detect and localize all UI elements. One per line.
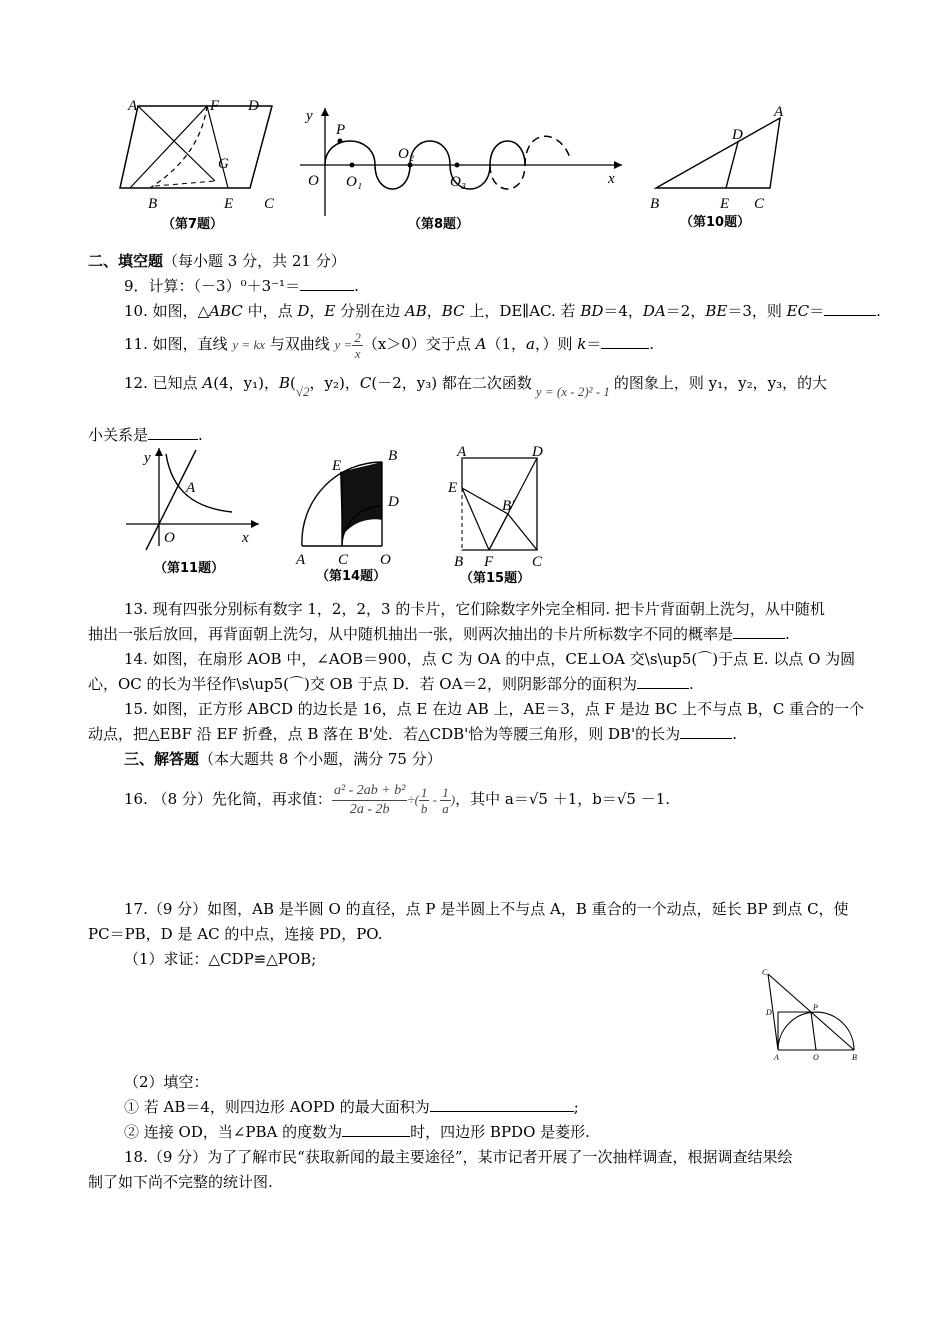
- question-11: [88, 328, 862, 361]
- label-F: F: [210, 98, 220, 114]
- q17-sub2: 时，四边形 BPDO 是菱形.: [410, 1123, 590, 1141]
- label-D: D: [532, 444, 543, 460]
- label-O: O: [813, 1053, 819, 1062]
- label-x: x: [242, 530, 249, 546]
- q12-text: 小关系是: [88, 426, 149, 444]
- q10-text: 10. 如图，△: [124, 302, 210, 320]
- q18-text: 制了如下尚不完整的统计图.: [88, 1173, 273, 1191]
- q12-var: A: [202, 374, 214, 392]
- q10-var: AB: [404, 302, 427, 320]
- figure-14-diagram: [290, 446, 415, 586]
- q12-text: (－2，y₃) 都在二次函数: [371, 374, 532, 392]
- question-17: [88, 898, 862, 920]
- q16-frac2: [440, 785, 451, 816]
- figure-8: [300, 108, 630, 238]
- label-B: B: [388, 448, 398, 464]
- question-18: [88, 1146, 862, 1168]
- question-12-cont: [88, 424, 862, 446]
- q12-text: (4，y₁)，: [213, 374, 279, 392]
- question-13: [88, 598, 862, 620]
- label-O1: O₁: [346, 174, 363, 190]
- q16-text: ，其中 a＝√5 ＋1，b＝√5 －1.: [455, 790, 671, 808]
- caption-fig10: （第10题）: [680, 215, 751, 230]
- q10-text: ＝3，则: [727, 302, 787, 320]
- q17-sub2: ② 连接 OD，当∠PBA 的度数为: [124, 1123, 343, 1141]
- label-C: C: [532, 554, 543, 570]
- q17-text: 17.（9 分）如图，AB 是半圆 O 的直径，点 P 是半圆上不与点 A，B 重合的一个动点，延长 BP 到点 C，使: [124, 900, 849, 918]
- answer-blank[interactable]: [342, 1122, 410, 1137]
- question-15-cont: [88, 723, 862, 745]
- q9-text: 9．计算：（－3）⁰＋3⁻¹＝: [124, 277, 301, 295]
- q11-frac-num: 2: [354, 329, 361, 345]
- q17-part1: （1）求证：△CDP≌△POB;: [124, 950, 317, 968]
- q9-end: .: [354, 277, 359, 295]
- q17-part2: （2）填空：: [124, 1073, 209, 1091]
- q16-div: ÷(: [407, 792, 419, 807]
- question-17-cont: [88, 923, 862, 945]
- label-A: A: [128, 98, 138, 114]
- question-17-part1: [88, 948, 862, 970]
- label-O3: O₃: [450, 174, 467, 190]
- question-9: [88, 275, 862, 297]
- q10-var: ABC: [209, 302, 243, 320]
- q14-text: 14. 如图，在扇形 AOB 中，∠AOB＝900，点 C 为 OA 的中点，CE⊥OA 交\s\up5(⌒)于点 E. 以点 O 为圆: [124, 650, 856, 668]
- label-B: B: [148, 196, 158, 212]
- q12-var: C: [359, 374, 372, 392]
- label-D: D: [766, 1008, 772, 1017]
- label-P: P: [813, 1003, 818, 1012]
- q10-text: ＝4，: [603, 302, 643, 320]
- q17-sub1-end: ;: [573, 1098, 579, 1116]
- figure-8-diagram: [300, 108, 630, 238]
- q10-var: D: [297, 302, 310, 320]
- section-3-title: 三、解答题: [124, 750, 200, 768]
- answer-blank[interactable]: [733, 624, 785, 639]
- q11-text: 与双曲线: [265, 335, 335, 353]
- label-y: y: [144, 450, 151, 466]
- q16-frac1: [419, 785, 430, 816]
- caption-fig7: （第7题）: [162, 217, 224, 232]
- q12-text: (: [290, 374, 296, 392]
- label-G: G: [218, 156, 229, 172]
- label-B: B: [852, 1053, 857, 1062]
- q12-end: .: [198, 426, 203, 444]
- q16-close: ): [450, 792, 456, 807]
- label-B: B: [454, 554, 464, 570]
- label-x: x: [608, 171, 615, 187]
- caption-fig14: （第14题）: [316, 569, 387, 584]
- q15-end: .: [732, 725, 737, 743]
- label-C: C: [754, 196, 765, 212]
- q11-frac-den: x: [354, 345, 361, 361]
- q11-text: （1，: [486, 335, 527, 353]
- q12-text: ，y₂)，: [309, 374, 360, 392]
- label-y: y: [306, 108, 313, 124]
- section-2-note: （每小题 3 分，共 21 分）: [163, 252, 346, 270]
- figure-17-diagram: [758, 966, 868, 1066]
- label-F: F: [484, 554, 494, 570]
- q10-text: 中，点: [242, 302, 298, 320]
- figure-11: [124, 446, 264, 581]
- section-2-heading: [88, 250, 862, 272]
- label-P: P: [336, 122, 346, 138]
- section-2-title: 二、填空题: [88, 252, 164, 270]
- answer-blank[interactable]: [430, 1097, 574, 1112]
- question-17-sub2: [88, 1121, 862, 1143]
- question-17-sub1: [88, 1096, 862, 1118]
- label-O: O: [308, 173, 319, 189]
- question-10: [88, 300, 881, 322]
- q14-text: 心，OC 的长为半径作\s\up5(⌒)交 OB 于点 D．若 OA＝2，则阴影部分的面积为: [88, 675, 637, 693]
- q10-var: EC: [786, 302, 810, 320]
- q16-f1-den: b: [420, 800, 428, 816]
- figure-11-diagram: [124, 446, 264, 581]
- section-3-note: （本大题共 8 个小题，满分 75 分）: [199, 750, 442, 768]
- section-3-heading: [88, 748, 862, 770]
- q10-end: .: [876, 302, 881, 320]
- q11-text: ，）则: [534, 335, 578, 353]
- q14-end: .: [688, 675, 694, 693]
- q11-text: 11. 如图，直线: [124, 335, 233, 353]
- label-A: A: [186, 480, 196, 496]
- question-14: [88, 648, 862, 670]
- q18-text: 18.（9 分）为了了解市民“获取新闻的最主要途径”，某市记者开展了一次抽样调查，根据调查结果绘: [124, 1148, 793, 1166]
- question-18-cont: [88, 1171, 862, 1193]
- q17-sub1: ① 若 AB＝4，则四边形 AOPD 的最大面积为: [124, 1098, 430, 1116]
- label-A: A: [774, 104, 784, 120]
- q12-function: y = (x - 2)² - 1: [535, 384, 610, 399]
- label-D: D: [248, 98, 259, 114]
- label-D: D: [388, 494, 399, 510]
- question-16: [88, 778, 862, 821]
- answer-blank[interactable]: [637, 674, 689, 689]
- q10-var: E: [324, 302, 336, 320]
- q11-text: ＝: [586, 335, 602, 353]
- q15-text: 15. 如图，正方形 ABCD 的边长是 16，点 E 在边 AB 上，AE＝3，点 F 是边 BC 上不与点 B，C 重合的一个: [124, 700, 865, 718]
- q16-minus: -: [429, 792, 441, 807]
- q11-var: A: [475, 335, 487, 353]
- q10-text: 上，DE∥AC. 若: [464, 302, 581, 320]
- question-17-part2: [88, 1071, 862, 1093]
- q11-end: .: [649, 335, 655, 353]
- q16-f2-den: a: [442, 800, 449, 816]
- question-15: [88, 698, 865, 720]
- q16-f1-num: 1: [420, 784, 428, 800]
- answer-blank[interactable]: [300, 276, 354, 291]
- label-C: C: [264, 196, 275, 212]
- q11-hyperbola-lhs: y =: [334, 337, 353, 352]
- figure-10-diagram: [648, 100, 798, 235]
- figure-7-diagram: [120, 96, 285, 236]
- q10-var: BE: [705, 302, 728, 320]
- label-E: E: [224, 196, 234, 212]
- q16-text: 16. （8 分）先化简，再求值：: [124, 790, 332, 808]
- figure-15: [442, 444, 557, 588]
- label-O2: O₂: [398, 146, 415, 162]
- q11-fraction: [352, 330, 363, 361]
- q11-line-eq: y = kx: [232, 337, 265, 352]
- q10-text: ，: [426, 302, 442, 320]
- q12-var: B: [279, 374, 291, 392]
- figure-10: [648, 100, 798, 235]
- q15-text: 动点，把△EBF 沿 EF 折叠，点 B 落在 B'处．若△CDB'恰为等腰三角形，则 DB'的长为: [88, 725, 681, 743]
- figure-17: [758, 966, 868, 1066]
- label-D: D: [732, 127, 743, 143]
- q16-frac-den: 2a - 2b: [349, 801, 390, 817]
- q10-var: BD: [580, 302, 604, 320]
- q16-fraction: [332, 782, 408, 819]
- label-E: E: [720, 196, 730, 212]
- label-B: B: [650, 196, 660, 212]
- label-E: E: [448, 480, 458, 496]
- q10-text: ，: [309, 302, 325, 320]
- label-C: C: [338, 552, 349, 568]
- figure-14: [290, 446, 415, 586]
- answer-blank[interactable]: [601, 334, 649, 349]
- caption-fig15: （第15题）: [460, 571, 531, 586]
- question-13-cont: [88, 623, 862, 645]
- caption-fig11: （第11题）: [154, 561, 225, 576]
- q13-end: .: [785, 625, 790, 643]
- q10-text: 分别在边: [335, 302, 405, 320]
- label-A: A: [774, 1053, 779, 1062]
- q13-text: 抽出一张后放回，再背面朝上洗匀，从中随机抽出一张，则两次抽出的卡片所标数字不同的概率是: [88, 625, 734, 643]
- q11-var: k: [577, 335, 587, 353]
- q16-f2-num: 1: [442, 784, 449, 800]
- label-C: C: [762, 968, 768, 977]
- q12-text: 12. 已知点: [124, 374, 203, 392]
- label-Bprime: B': [502, 498, 515, 514]
- q12-sqrt: √2: [295, 384, 310, 399]
- label-O: O: [380, 552, 391, 568]
- q10-var: BC: [441, 302, 465, 320]
- label-O: O: [164, 530, 175, 546]
- label-E: E: [332, 458, 342, 474]
- question-12: [88, 372, 862, 399]
- caption-fig8: （第8题）: [408, 217, 470, 232]
- answer-blank[interactable]: [824, 301, 876, 316]
- label-A: A: [296, 552, 306, 568]
- q16-frac-num: a² - 2ab + b²: [332, 782, 408, 801]
- answer-blank[interactable]: [148, 425, 198, 440]
- q11-text: （x＞0）交于点: [362, 335, 476, 353]
- label-A: A: [457, 444, 467, 460]
- q17-text: PC＝PB，D 是 AC 的中点，连接 PD，PO.: [88, 925, 383, 943]
- q11-var: a: [526, 335, 535, 353]
- q13-text: 13. 现有四张分别标有数字 1，2，2，3 的卡片，它们除数字外完全相同. 把卡片背面朝上洗匀，从中随机: [124, 600, 825, 618]
- q10-text: ＝: [809, 302, 825, 320]
- q10-text: ＝2，: [665, 302, 706, 320]
- figure-7: [120, 96, 285, 236]
- figure-15-diagram: [442, 444, 557, 588]
- q12-text: 的图象上，则 y₁，y₂，y₃，的大: [613, 374, 828, 392]
- answer-blank[interactable]: [680, 724, 732, 739]
- question-14-cont: [88, 673, 862, 695]
- q10-var: DA: [642, 302, 666, 320]
